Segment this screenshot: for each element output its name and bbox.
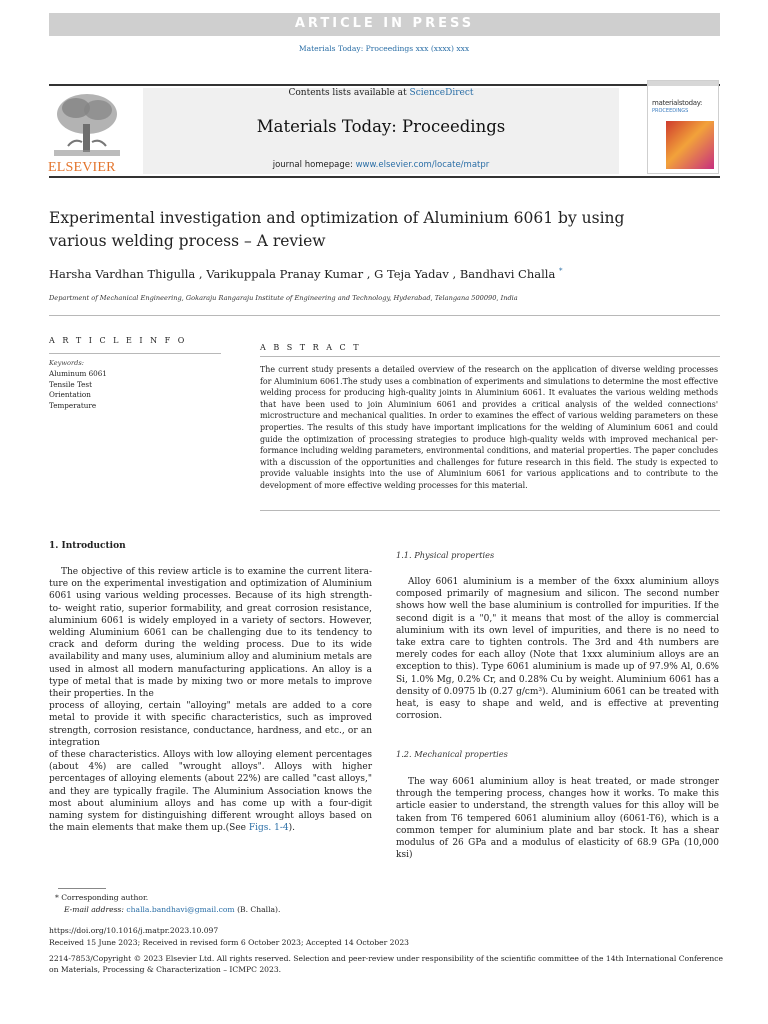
- cover-subtitle: PROCEEDINGS: [652, 108, 689, 114]
- article-info-heading: A R T I C L E I N F O: [49, 336, 187, 345]
- introduction-heading: 1. Introduction: [49, 541, 126, 551]
- cover-artwork: [666, 121, 714, 169]
- abstract-text: The current study presents a detailed overview of the research on the application of diverse welding processes for Aluminium 6061.The study uses a combination of experiments and simulations to determine the most effective welding process for producing high-quality joints in Aluminium 6061. It evaluates the various welding methods that have been used to join Aluminium 6061 and provides a critical analysis of the welded connections' microstructure and mechanical qualities. In order to examines the effect of various welding parameters on these properties. The results of this study have important implications for the welding of Aluminium 6061 and could guide the optimization of processing strategies to produce high-quality welds with improved mechanical per- formance including welding parameters, environmental conditions, and material properties. The paper concludes with a discussion of the opportunities and challenges for future research in this field. The study is expected to provide valuable insights into the use of Aluminium 6061 for various applications and to contribute to the development of more effective welding processes for this material.: [260, 365, 718, 490]
- contents-line: [143, 88, 619, 98]
- footnote-rule: [58, 888, 106, 889]
- email-link[interactable]: challa.bandhavi@gmail.com: [126, 905, 235, 914]
- introduction-body: [49, 566, 372, 834]
- keyword: Aluminum 6061: [49, 369, 107, 378]
- corresponding-footnote: [55, 892, 148, 903]
- footnote-mark: *: [55, 893, 59, 902]
- intro-paragraph: [49, 749, 372, 834]
- author-name[interactable]: Bandhavi Challa: [459, 267, 556, 281]
- affiliation: Department of Mechanical Engineering, Gokaraju Rangaraju Institute of Engineering and Technology, Hyderabad, Telangana 500090, India: [49, 294, 518, 302]
- keywords-list: [49, 369, 219, 411]
- cover-top-strip: [648, 81, 718, 86]
- email-label: E-mail address:: [64, 905, 124, 914]
- article-title: Experimental investigation and optimization of Aluminium 6061 by using various welding process – A review: [49, 209, 625, 250]
- journal-homepage: [143, 160, 619, 170]
- author-name[interactable]: G Teja Yadav: [374, 267, 449, 281]
- banner-text: ARTICLE IN PRESS: [294, 16, 475, 31]
- article-info-rule: [49, 353, 221, 354]
- author-name[interactable]: Varikuppala Pranay Kumar: [206, 267, 364, 281]
- figures-link[interactable]: Figs. 1-4: [248, 823, 289, 834]
- abstract-rule: [260, 356, 720, 357]
- intro-paragraph-end: ).: [288, 823, 295, 834]
- abstract-bottom-rule: [260, 510, 720, 511]
- copyright-notice: 2214-7853/Copyright © 2023 Elsevier Ltd. All rights reserved. Selection and peer-review under responsibility of the scientific committee of the 14th International Conference on Materials, Processing & Characterization – ICMPC 2023.: [49, 954, 724, 975]
- journal-name: Materials Today: Proceedings: [256, 117, 506, 136]
- author-name[interactable]: Harsha Vardhan Thigulla: [49, 267, 196, 281]
- corresponding-author-note: Corresponding author.: [61, 893, 149, 902]
- mechanical-properties-heading: 1.2. Mechanical properties: [396, 749, 508, 759]
- keyword: Orientation: [49, 390, 91, 400]
- keyword: Tensile Test: [49, 379, 93, 389]
- email-suffix: (B. Challa).: [237, 905, 281, 914]
- intro-paragraph: The objective of this review article is to examine the current litera- ture on the experimental investigation and optimization of Aluminium 6061 using various welding processes. Because of its high strength-to- weight ratio, superior formability, and great corrosion resistance, aluminium 6061 is widely employed in a variety of sectors. However, welding Aluminium 6061 can be challenging due to its tendency to crack and deform during the welding process. Due to its wide availability and many uses, aluminium alloy and aluminium metals are used in almost all modern manufacturing applications. An alloy is a type of metal that is made by mixing two or more metals to improve their properties. In the: [49, 567, 372, 700]
- email-footnote: [64, 904, 280, 915]
- author-separator: ,: [363, 267, 375, 281]
- author-separator: ,: [195, 267, 207, 281]
- affiliation-rule: [49, 315, 720, 316]
- header-top-rule: [49, 84, 720, 86]
- homepage-link[interactable]: www.elsevier.com/locate/matpr: [355, 160, 490, 170]
- mechanical-properties-body: The way 6061 aluminium alloy is heat treated, or made stronger through the tempering process, changes how it works. To make this article easier to understand, the strength values for this alloy will be taken from T6 tempered 6061 aluminium alloy (6061-T6), which is a common temper for aluminium plate and bar stock. It has a shear modulus of 26 GPa and a modulus of elasticity of 68.9 GPa (10,000 ksi): [396, 777, 719, 861]
- received-dates: Received 15 June 2023; Received in revised form 6 October 2023; Accepted 14 October 2023: [49, 938, 409, 947]
- homepage-label: journal homepage:: [272, 160, 353, 170]
- physical-properties-body: Alloy 6061 aluminium is a member of the 6xxx aluminium alloys composed primarily of magnesium and silicon. The second number shows how well the base aluminium is controlled for impurities. If the second digit is a "0," it means that most of the alloy is commercial aluminium with its own level of impurities, and there is no need to take extra care to tighten controls. The 3rd and 4th numbers are merely codes for each alloy (Note that 1xxx aluminium alloys are an exception to this). Type 6061 aluminium is made up of 97.9% Al, 0.6% Si, 1.0% Mg, 0.2% Cr, and 0.28% Cu by weight. Aluminium 6061 has a density of 0.0975 lb (0.27 g/cm³). Aluminium 6061 can be treated with heat, is easy to shape and weld, and is effective at preventing corrosion.: [396, 577, 719, 722]
- keywords-label: Keywords:: [49, 359, 84, 367]
- article-in-press-banner: [49, 13, 720, 36]
- journal-reference[interactable]: Materials Today: Proceedings xxx (xxxx) xxx: [298, 44, 470, 53]
- intro-paragraph: process of alloying, certain "alloying" metals are added to a core metal to provide it with specific characteristics, such as improved strength, corrosion resistance, conductance, hardness, and etc., or an integration: [49, 701, 372, 748]
- author-separator: ,: [448, 267, 460, 281]
- corresponding-author-mark[interactable]: *: [558, 267, 563, 276]
- author-list: [49, 267, 729, 281]
- contents-prefix: Contents lists available at: [288, 88, 407, 98]
- abstract-heading: A B S T R A C T: [260, 343, 362, 352]
- header-bottom-rule: [49, 176, 720, 178]
- doi-link[interactable]: https://doi.org/10.1016/j.matpr.2023.10.097: [49, 926, 219, 935]
- physical-properties-heading: 1.1. Physical properties: [396, 550, 495, 560]
- keyword: Temperature: [49, 400, 97, 410]
- sciencedirect-link[interactable]: ScienceDirect: [409, 88, 474, 98]
- intro-paragraph-text: of these characteristics. Alloys with low alloying element percentages (about 4%) are called "wrought alloys". Alloys with higher percentages of alloying elements (about 22%) are called "cast alloys," and they are typically fragile. The Aluminium Association knows the most about aluminium alloys and has come up with a four-digit naming system for distinguishing different wrought alloys based on the main elements that make them up.(See: [49, 750, 372, 834]
- journal-cover-thumbnail[interactable]: [647, 80, 719, 174]
- elsevier-wordmark: ELSEVIER: [48, 160, 116, 175]
- cover-title: materialstoday:: [652, 99, 703, 107]
